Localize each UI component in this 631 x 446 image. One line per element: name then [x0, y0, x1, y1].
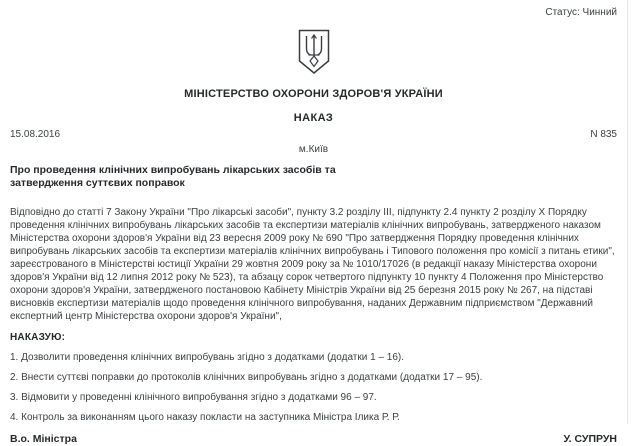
emblem-container [10, 28, 617, 76]
order-item-4: 4. Контроль за виконанням цього наказу покласти на заступника Міністра Ілика Р. Р. [10, 412, 400, 423]
page-right-divider [627, 0, 628, 424]
status-line: Статус: Чинний [545, 7, 617, 18]
signer-position: В.о. Міністра [10, 433, 77, 445]
document-title: Про проведення клінічних випробувань лікарських засобів та затвердження суттєвих поправок [10, 164, 336, 189]
document-date: 15.08.2016 [10, 129, 61, 140]
order-heading: НАКАЗУЮ: [10, 332, 66, 343]
order-item-3: 3. Відмовити у проведенні клінічного випробування згідно з додатками 96 – 97. [10, 392, 377, 403]
preamble-paragraph: Відповідно до статті 7 Закону України "Про лікарські засоби", пункту 3.2 розділу III, підпункту 2.4 пункту 2 розділу X Порядку проведення клінічних випробувань лікарських засобів та експертизи матеріалів клінічних випробувань, затвердженого наказом Міністерства охорони здоров'я України від 23 вересня 2009 року № 690 "Про затвердження Порядку проведення клінічних випробувань лікарських засобів та експертизи матеріалів клінічних випробувань і Типового положення про комісії з питань етики", зареєстрованого в Міністерстві юстиції України 29 жовтня 2009 року за № 1010/17026 (в редакції наказу Міністерства охорони здоров'я України від 12 липня 2012 року № 523), та абзацу сорок четвертого підпункту 10 пункту 4 Положення про Міністерство охорони здоров'я України, затвердженого постановою Кабінету Міністрів України від 25 березня 2015 року № 267, на підставі висновків експертизи матеріалів щодо проведення клінічного випробування, наданих Державним підприємством "Державний експертний центр Міністерства охорони здоров'я України", [10, 207, 615, 322]
document-city: м.Київ [298, 144, 329, 155]
document-number: N 835 [590, 129, 617, 140]
order-item-2: 2. Внести суттєві поправки до протоколів клінічних випробувань згідно з додатками (додатки 17 – 95). [10, 372, 483, 383]
date-number-row [10, 128, 617, 141]
ukraine-trident-emblem-icon [296, 68, 332, 79]
order-item-1: 1. Дозволити проведення клінічних випробувань згідно з додатками (додатки 1 – 16). [10, 352, 405, 363]
signer-name: У. СУПРУН [563, 433, 617, 445]
document-type-heading: НАКАЗ [293, 112, 334, 124]
signature-row [10, 433, 617, 446]
ministry-title: МІНІСТЕРСТВО ОХОРОНИ ЗДОРОВ'Я УКРАЇНИ [184, 88, 443, 100]
